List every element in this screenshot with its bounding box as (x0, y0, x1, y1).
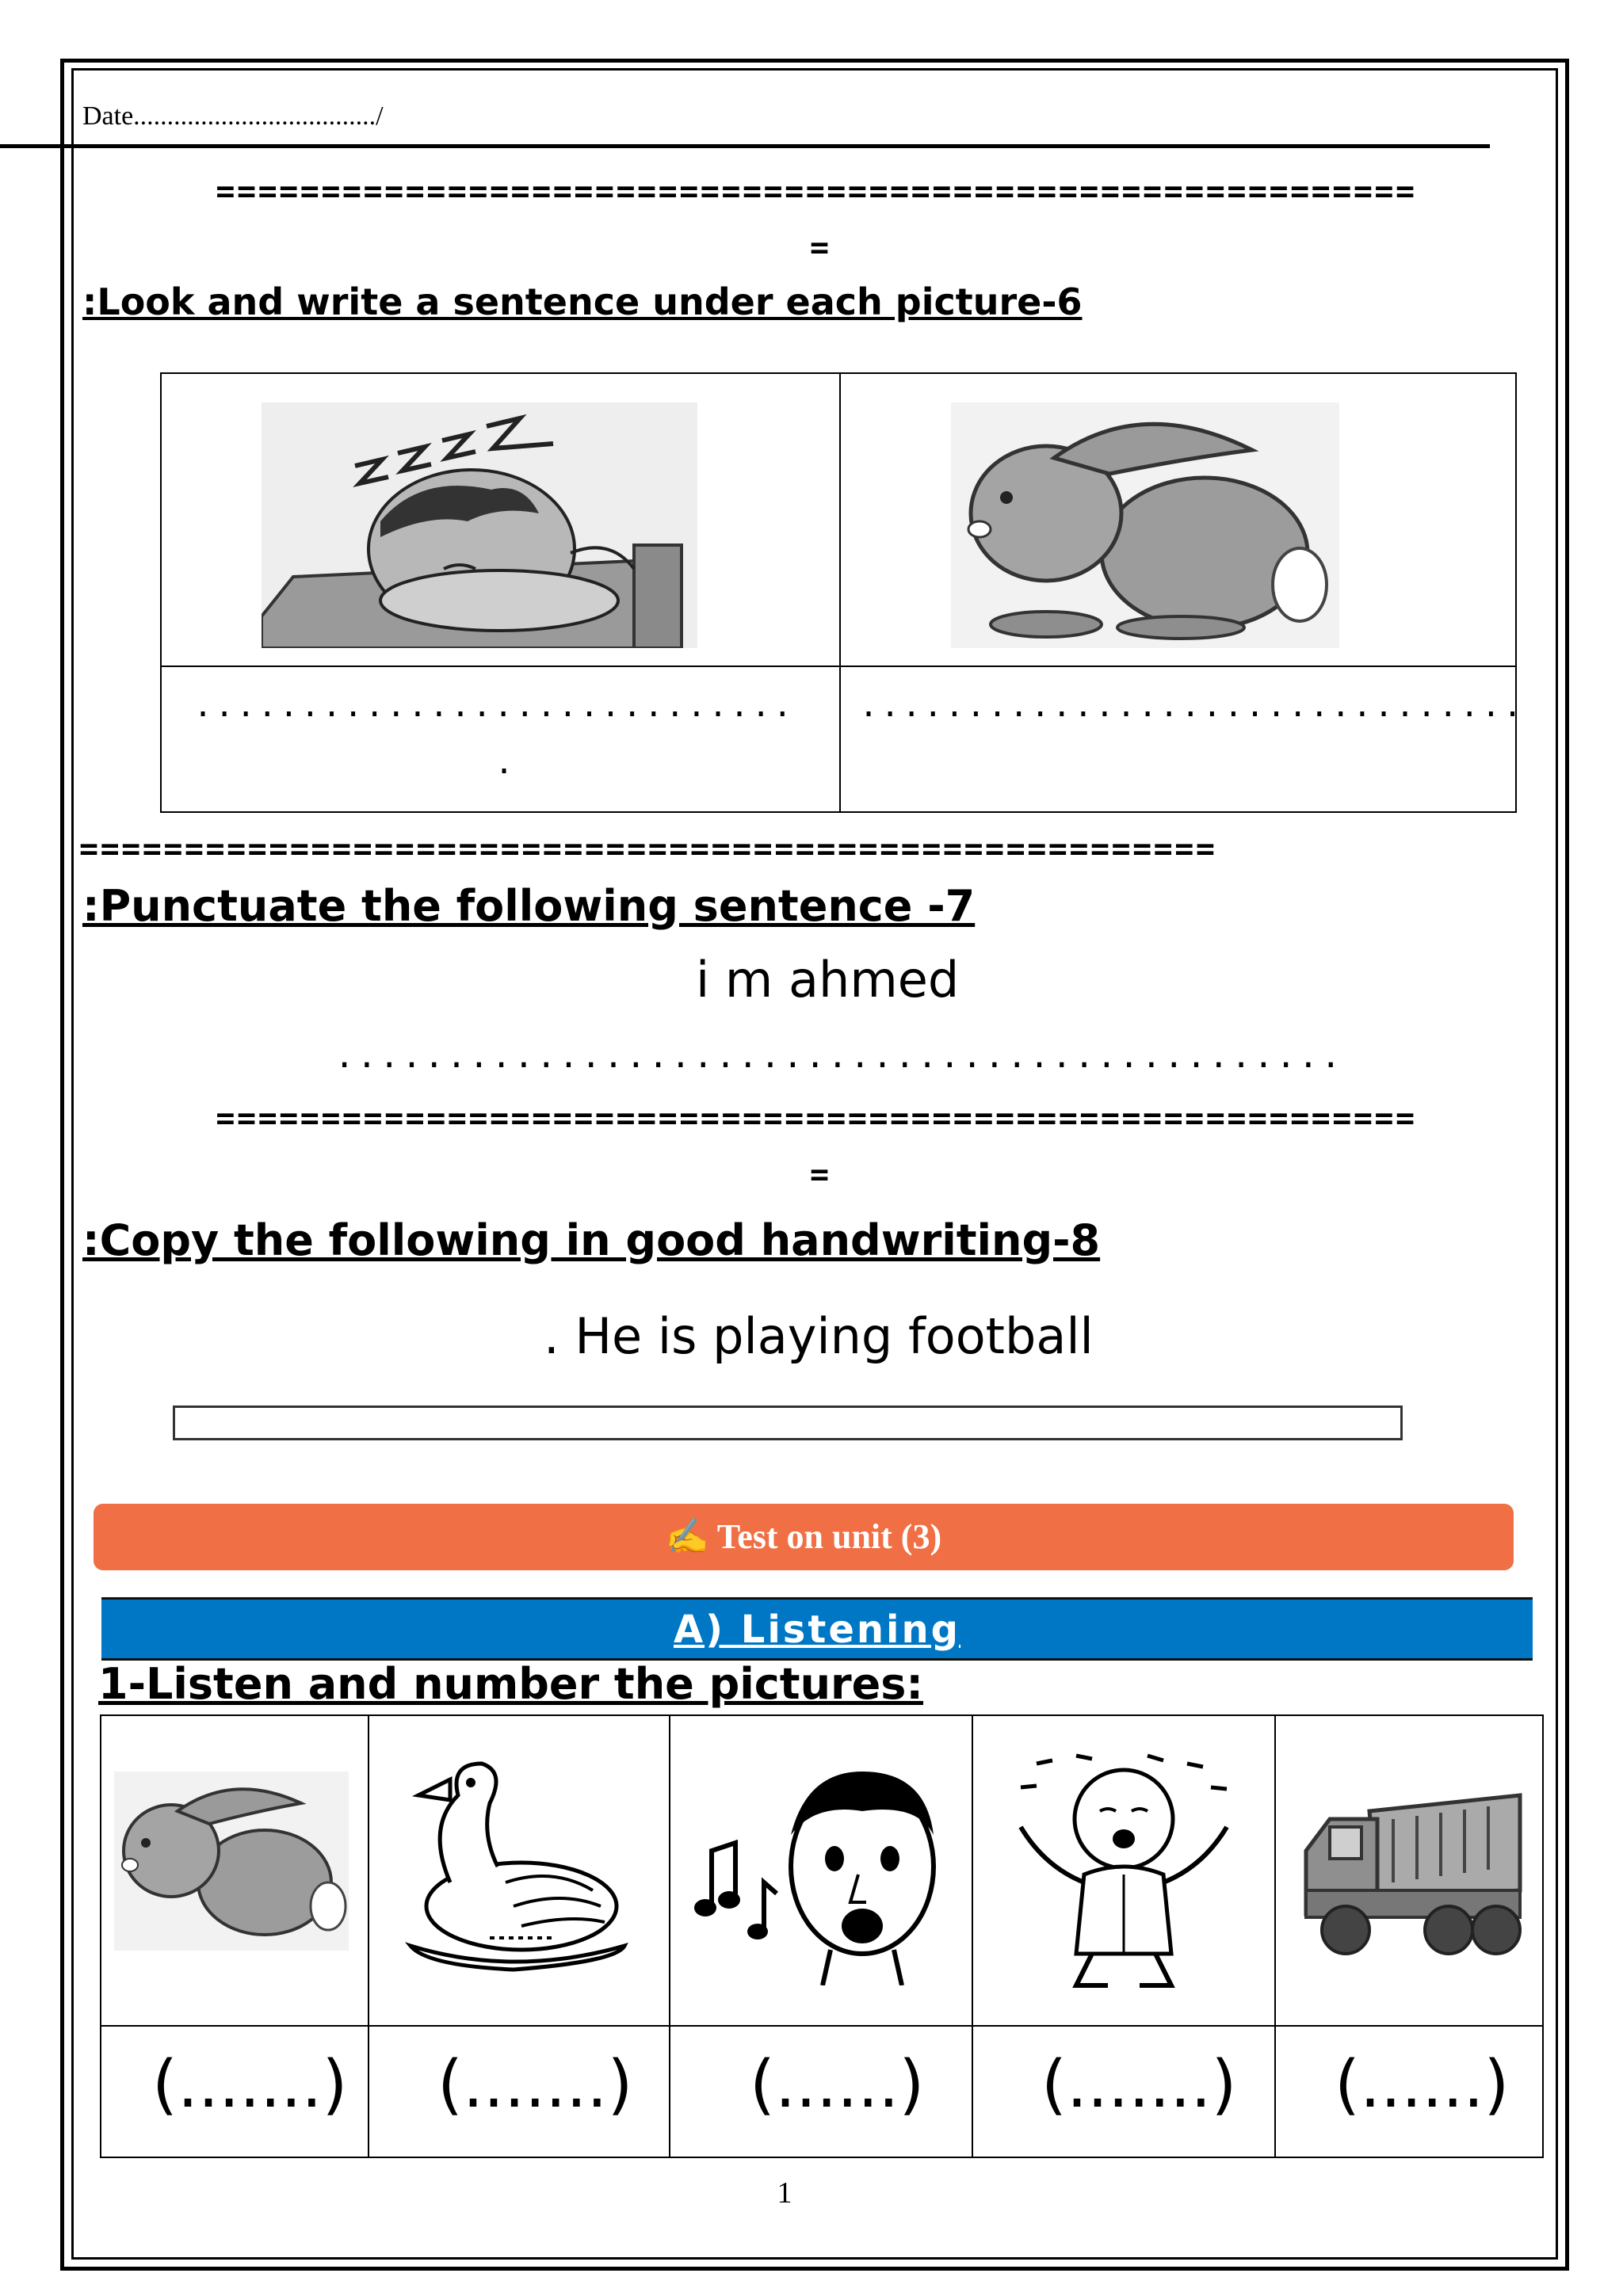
number-blank-5[interactable]: (......) (1335, 2047, 1510, 2122)
table-divider (669, 1716, 670, 2157)
answer-blank-right[interactable]: ............................... (859, 688, 1525, 724)
date-label: Date..................................../ (82, 101, 384, 131)
question-7-answer-line[interactable]: ............................................. (334, 1036, 1343, 1075)
separator-line: ====================================================== (79, 831, 1217, 868)
table-divider (162, 666, 1515, 667)
listening-section-bar (101, 1597, 1533, 1661)
question-7-sentence: i m ahmed (696, 951, 960, 1009)
number-blank-2[interactable]: (.......) (437, 2047, 633, 2122)
separator-line: ========================================================= (216, 174, 1417, 210)
table-divider (368, 1716, 369, 2157)
number-blank-4[interactable]: (.......) (1041, 2047, 1237, 2122)
question-6-title: :Look and write a sentence under each picture-6 (82, 280, 1083, 323)
rabbit-picture (951, 402, 1339, 648)
sleeping-boy-picture (262, 402, 697, 648)
duck-picture (395, 1748, 632, 1978)
table-divider (101, 2025, 1542, 2027)
test-banner-title: Test on unit (3) (716, 1517, 942, 1556)
page-number: 1 (777, 2176, 792, 2210)
crying-baby-picture (989, 1740, 1258, 2001)
table-divider (839, 374, 841, 811)
truck-picture (1298, 1779, 1528, 1962)
question-1-title: 1-Listen and number the pictures: (98, 1659, 924, 1709)
writing-hand-icon: ✍ (665, 1517, 709, 1556)
table-divider (1274, 1716, 1276, 2157)
answer-blank-left-end: . (495, 745, 517, 781)
separator-line: ========================================================= (216, 1100, 1417, 1137)
separator-tail: = (809, 1157, 830, 1193)
rabbit-picture (114, 1772, 349, 1951)
question-8-title: :Copy the following in good handwriting-8 (82, 1215, 1101, 1265)
question-7-title: :Punctuate the following sentence -7 (82, 881, 976, 931)
separator-tail: = (809, 230, 830, 266)
question-6-table (160, 372, 1525, 813)
listening-section-title: A) Listening (673, 1608, 961, 1652)
singing-man-picture (688, 1748, 957, 1985)
answer-blank-left[interactable]: ............................ (193, 688, 795, 724)
handwriting-box[interactable] (173, 1405, 1403, 1440)
question-8-sentence: . He is playing football (544, 1307, 1094, 1365)
test-banner (94, 1504, 1514, 1570)
number-blank-3[interactable]: (......) (750, 2047, 925, 2122)
table-divider (972, 1716, 973, 2157)
number-blank-1[interactable]: (.......) (152, 2047, 348, 2122)
date-rule (0, 144, 1490, 148)
